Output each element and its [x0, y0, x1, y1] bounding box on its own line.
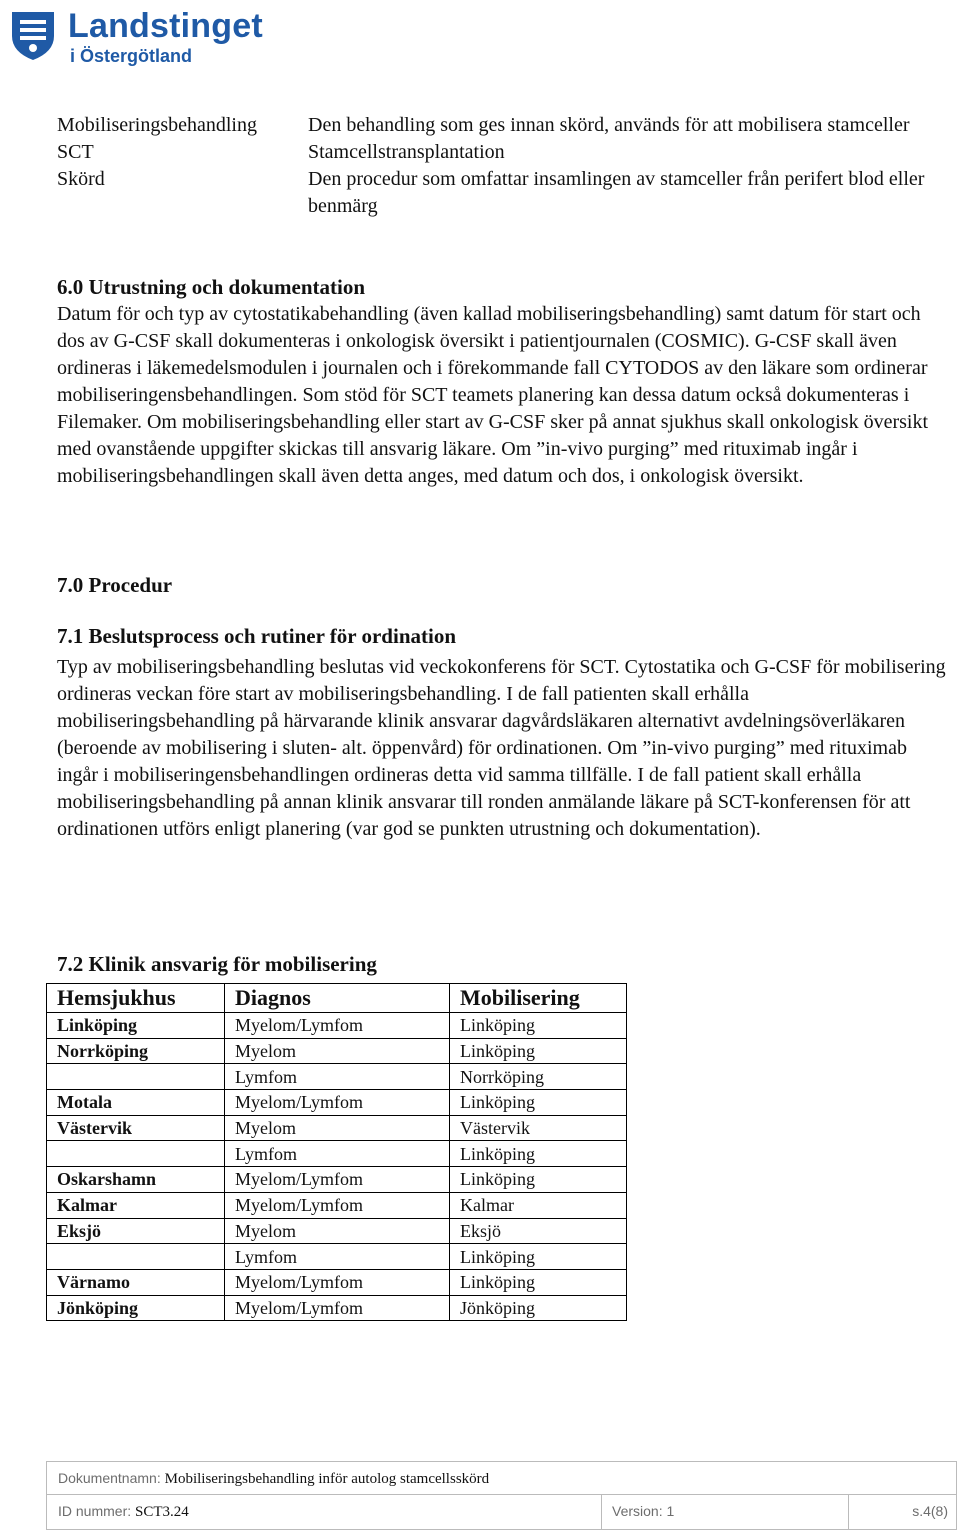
- cell-diagnos: Myelom: [225, 1115, 450, 1141]
- section-heading: 7.2 Klinik ansvarig för mobilisering: [57, 952, 377, 976]
- cell-diagnos: Myelom: [225, 1218, 450, 1244]
- cell-mobilisering: Linköping: [450, 1090, 627, 1116]
- logo-emblem-icon: [6, 6, 60, 62]
- cell-diagnos: Myelom/Lymfom: [225, 1167, 450, 1193]
- table-row: [47, 1090, 627, 1116]
- cell-mobilisering: Linköping: [450, 1013, 627, 1039]
- footer-meta-row: [46, 1495, 957, 1530]
- section-heading: 7.1 Beslutsprocess och rutiner för ordination: [57, 624, 457, 648]
- cell-hemsjukhus: Norrköping: [47, 1038, 225, 1064]
- footer-version-value: 1: [666, 1503, 675, 1519]
- section-heading: 6.0 Utrustning och dokumentation: [57, 275, 366, 299]
- definition-desc: Stamcellstransplantation: [308, 141, 505, 163]
- cell-hemsjukhus: [47, 1064, 225, 1090]
- cell-diagnos: Myelom/Lymfom: [225, 1192, 450, 1218]
- definition-term: Skörd: [57, 168, 105, 190]
- cell-diagnos: Myelom: [225, 1038, 450, 1064]
- footer-doc-label: Dokumentnamn:: [58, 1470, 161, 1486]
- section-beslutsprocess: [57, 623, 947, 843]
- logo: [6, 4, 286, 68]
- section-body: Datum för och typ av cytostatikabehandling (även kallad mobiliseringsbehandling) samt datum för start och dos av G-CSF skall dokumenteras i onkologisk översikt i patientjournalen (COSMIC). G-CSF skall även ordineras i läkemedelsmodulen i journalen och i förekommande fall CYTODOS av den läkare som ordinerar mobiliseringensbehandlingen. Som stöd för SCT teamets planering kan dessa datum också dokumenteras i Filemaker. Om mobiliseringsbehandling eller start av G-CSF sker på annat sjukhus skall onkologisk översikt med ovanstående uppgifter skickas till ansvarig läkare. Om ”in-vivo purging” med rituximab ingår i mobiliseringsbehandlingen skall även detta anges, med datum och dos, i onkologisk översikt.: [57, 303, 928, 487]
- table-header-row: [47, 984, 627, 1013]
- cell-mobilisering: Eksjö: [450, 1218, 627, 1244]
- cell-diagnos: Myelom/Lymfom: [225, 1269, 450, 1295]
- cell-hemsjukhus: Jönköping: [47, 1295, 225, 1321]
- table-row: [47, 1013, 627, 1039]
- footer-id-value: SCT3.24: [135, 1504, 189, 1520]
- cell-hemsjukhus: Motala: [47, 1090, 225, 1116]
- table-row: [47, 1167, 627, 1193]
- cell-hemsjukhus: Eksjö: [47, 1218, 225, 1244]
- cell-hemsjukhus: [47, 1141, 225, 1167]
- cell-mobilisering: Kalmar: [450, 1192, 627, 1218]
- klinik-table: [46, 983, 627, 1321]
- cell-mobilisering: Linköping: [450, 1167, 627, 1193]
- definition-row: [57, 112, 958, 139]
- footer-id-cell: [47, 1495, 602, 1529]
- table-row: [47, 1218, 627, 1244]
- section-utrustning: [57, 274, 947, 490]
- cell-hemsjukhus: Värnamo: [47, 1269, 225, 1295]
- definition-term: SCT: [57, 141, 94, 163]
- footer-page-label: s.: [912, 1503, 924, 1519]
- section-procedur: [57, 572, 947, 599]
- cell-mobilisering: Västervik: [450, 1115, 627, 1141]
- cell-mobilisering: Jönköping: [450, 1295, 627, 1321]
- definition-row: [57, 139, 958, 166]
- footer-id-label: ID nummer:: [58, 1503, 132, 1519]
- table-row: [47, 1295, 627, 1321]
- cell-mobilisering: Linköping: [450, 1141, 627, 1167]
- footer-version-label: Version:: [612, 1503, 663, 1519]
- cell-diagnos: Lymfom: [225, 1064, 450, 1090]
- column-header-mobilisering: Mobilisering: [450, 984, 627, 1013]
- cell-diagnos: Myelom/Lymfom: [225, 1013, 450, 1039]
- table-row: [47, 1115, 627, 1141]
- table-row: [47, 1064, 627, 1090]
- cell-mobilisering: Linköping: [450, 1038, 627, 1064]
- table-row: [47, 1192, 627, 1218]
- table-row: [47, 1038, 627, 1064]
- footer-page-number: [912, 1503, 948, 1519]
- cell-hemsjukhus: Västervik: [47, 1115, 225, 1141]
- section-heading: 7.0 Procedur: [57, 573, 173, 597]
- cell-mobilisering: Linköping: [450, 1269, 627, 1295]
- table-row: [47, 1141, 627, 1167]
- footer-page-value: 4(8): [923, 1503, 948, 1519]
- cell-hemsjukhus: Oskarshamn: [47, 1167, 225, 1193]
- cell-diagnos: Lymfom: [225, 1141, 450, 1167]
- cell-hemsjukhus: [47, 1244, 225, 1270]
- table-row: [47, 1269, 627, 1295]
- cell-diagnos: Myelom/Lymfom: [225, 1295, 450, 1321]
- logo-region: i Östergötland: [70, 46, 193, 66]
- section-klinik: [57, 951, 947, 978]
- column-header-diagnos: Diagnos: [225, 984, 450, 1013]
- cell-hemsjukhus: Linköping: [47, 1013, 225, 1039]
- column-header-hemsjukhus: Hemsjukhus: [47, 984, 225, 1013]
- definition-row: [57, 166, 958, 220]
- table-row: [47, 1244, 627, 1270]
- footer-document-name: [46, 1461, 957, 1495]
- section-body: Typ av mobiliseringsbehandling beslutas vid veckokonferens för SCT. Cytostatika och G-CSF för mobilisering ordineras veckan före start av mobiliseringsbehandling. I de fall patienten skall erhålla mobiliseringsbehandling på härvarande klinik ansvarar dagvårdsläkaren alternativt avdelningsöverläkaren (beroende av mobilisering i sluten- alt. öppenvård) för ordinationen. Om ”in-vivo purging” med rituximab ingår i mobiliseringensbehandlingen ordineras detta vid samma tillfälle. I de fall patient skall erhålla mobiliseringsbehandling på annan klinik ansvarar till ronden anmälande läkare på SCT-konferensen för att ordinationen utförs enligt planering (var god se punkten utrustning och dokumentation).: [57, 656, 946, 840]
- definition-term: Mobiliseringsbehandling: [57, 114, 257, 136]
- cell-hemsjukhus: Kalmar: [47, 1192, 225, 1218]
- definitions-list: [57, 112, 958, 220]
- cell-mobilisering: Norrköping: [450, 1064, 627, 1090]
- footer-doc-value: Mobiliseringsbehandling inför autolog stamcellsskörd: [164, 1471, 490, 1487]
- cell-diagnos: Lymfom: [225, 1244, 450, 1270]
- definition-desc: Den behandling som ges innan skörd, används för att mobilisera stamceller: [308, 114, 910, 136]
- definition-desc: Den procedur som omfattar insamlingen av stamceller från perifert blod eller benmärg: [308, 168, 925, 217]
- footer-version-cell: [602, 1495, 849, 1529]
- logo-name: Landstinget: [68, 7, 263, 45]
- document-footer: [46, 1461, 957, 1530]
- cell-mobilisering: Linköping: [450, 1244, 627, 1270]
- cell-diagnos: Myelom/Lymfom: [225, 1090, 450, 1116]
